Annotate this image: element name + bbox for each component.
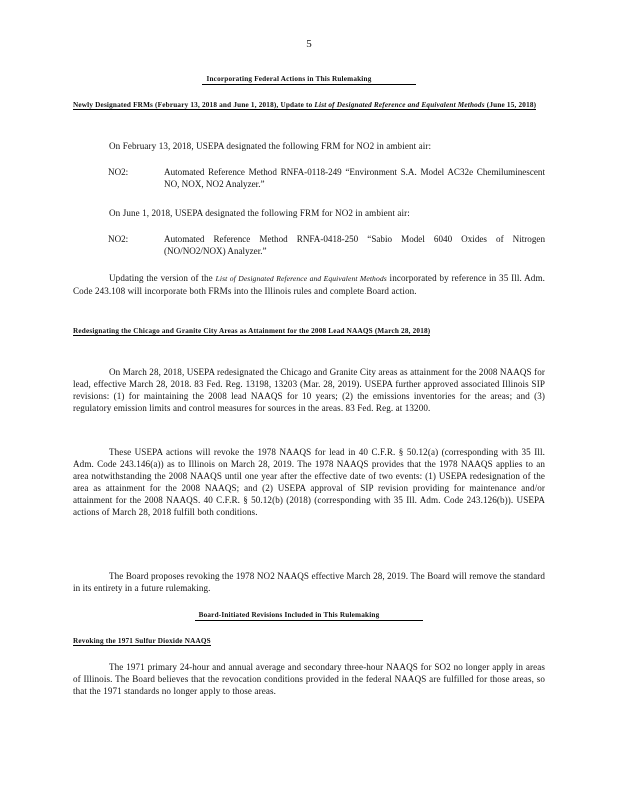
paragraph-board-proposal: The Board proposes revoking the 1978 NO2 NAAQS effective March 28, 2019. The Board will remove the standard in its entirety in a future rulemaking.: [73, 571, 545, 593]
section-heading-federal-actions: [0, 75, 618, 85]
paragraph-update-list: [73, 272, 545, 297]
subheading-sulfur-dioxide: [73, 636, 543, 647]
frm-entry-1: [108, 166, 545, 190]
update-text-a: Updating the version of the: [109, 273, 216, 283]
subheading-redesignation: [73, 326, 543, 337]
update-text-b: incorporated by reference in 35 Ill. Adm. Code 243.108 will incorporate both FRMs into the Illinois rules and complete Board action.: [73, 273, 545, 296]
paragraph-revocation: These USEPA actions will revoke the 1978 NAAQS for lead in 40 C.F.R. § 50.12(a) (corresponding with 35 Ill. Adm. Code 243.146(a)) as to Illinois on March 28, 2019. The 1978 NAAQS provides that the 1978 NAAQS applies to an area notwithstanding the 2008 NAAQS until one year after the effective date of two events: (1) USEPA redesignation of the area as attainment for the 2008 NAAQS; and (2) USEPA approval of SIP revision providing for maintenance and/or attainment for the 2008 NAAQS. 40 C.F.R. § 50.12(b) (2018) (corresponding with 35 Ill. Adm. Code 243.126(b)). USEPA actions of March 28, 2018 fulfill both conditions.: [73, 447, 545, 517]
page-number: 5: [306, 38, 312, 50]
frm-entry-2-text: Automated Reference Method RNFA-0418-250 “Sabio Model 6040 Oxides of Nitrogen (NO/NO2/NOX) Analyzer.”: [164, 234, 545, 256]
section-heading-board-text: Board-Initiated Revisions Included in This Rulemaking: [195, 611, 424, 621]
subheading-frms-italic: List of Designated Reference and Equivalent Methods: [314, 101, 485, 109]
section-heading-board-revisions: [0, 611, 618, 621]
subheading-frms: [73, 100, 543, 111]
paragraph-so2-revocation: The 1971 primary 24-hour and annual average and secondary three-hour NAAQS for SO2 no longer apply in areas of Illinois. The Board believes that the revocation conditions provided in the federal NAAQS are fulfilled for those areas, so that the 1971 standards no longer apply to those areas.: [73, 662, 545, 696]
subheading-frms-tail: (June 15, 2018): [484, 101, 537, 109]
paragraph-jun-designation: On June 1, 2018, USEPA designated the following FRM for NO2 in ambient air:: [109, 208, 410, 218]
frm-entry-1-label: NO2:: [108, 167, 129, 177]
subheading-frms-text: Newly Designated FRMs (February 13, 2018 and June 1, 2018), Update to: [73, 101, 315, 109]
frm-entry-1-text: Automated Reference Method RNFA-0118-249 “Environment S.A. Model AC32e Chemiluminescent NO, NOX, NO2 Analyzer.”: [164, 167, 545, 189]
frm-entry-2: [108, 233, 545, 257]
paragraph-feb-designation: On February 13, 2018, USEPA designated the following FRM for NO2 in ambient air:: [109, 141, 432, 151]
subheading-sulfur-dioxide-text: Revoking the 1971 Sulfur Dioxide NAAQS: [73, 637, 211, 645]
update-text-italic: List of Designated Reference and Equivalent Methods: [215, 274, 387, 283]
frm-entry-2-label: NO2:: [108, 234, 129, 244]
section-heading-text: Incorporating Federal Actions in This Rulemaking: [202, 75, 415, 85]
paragraph-redesignation: On March 28, 2018, USEPA redesignated the Chicago and Granite City areas as attainment for the 2008 NAAQS for lead, effective March 28, 2018. 83 Fed. Reg. 13198, 13203 (Mar. 28, 2019). USEPA further approved associated Illinois SIP revisions: (1) for maintaining the 2008 lead NAAQS for 10 years; (2) the emissions inventories for the areas; and (3) regulatory emission limits and control measures for sources in the areas. 83 Fed. Reg. at 13200.: [73, 367, 545, 413]
subheading-redesignation-text: Redesignating the Chicago and Granite City Areas as Attainment for the 2008 Lead NAAQS (March 28, 2018): [73, 327, 431, 335]
